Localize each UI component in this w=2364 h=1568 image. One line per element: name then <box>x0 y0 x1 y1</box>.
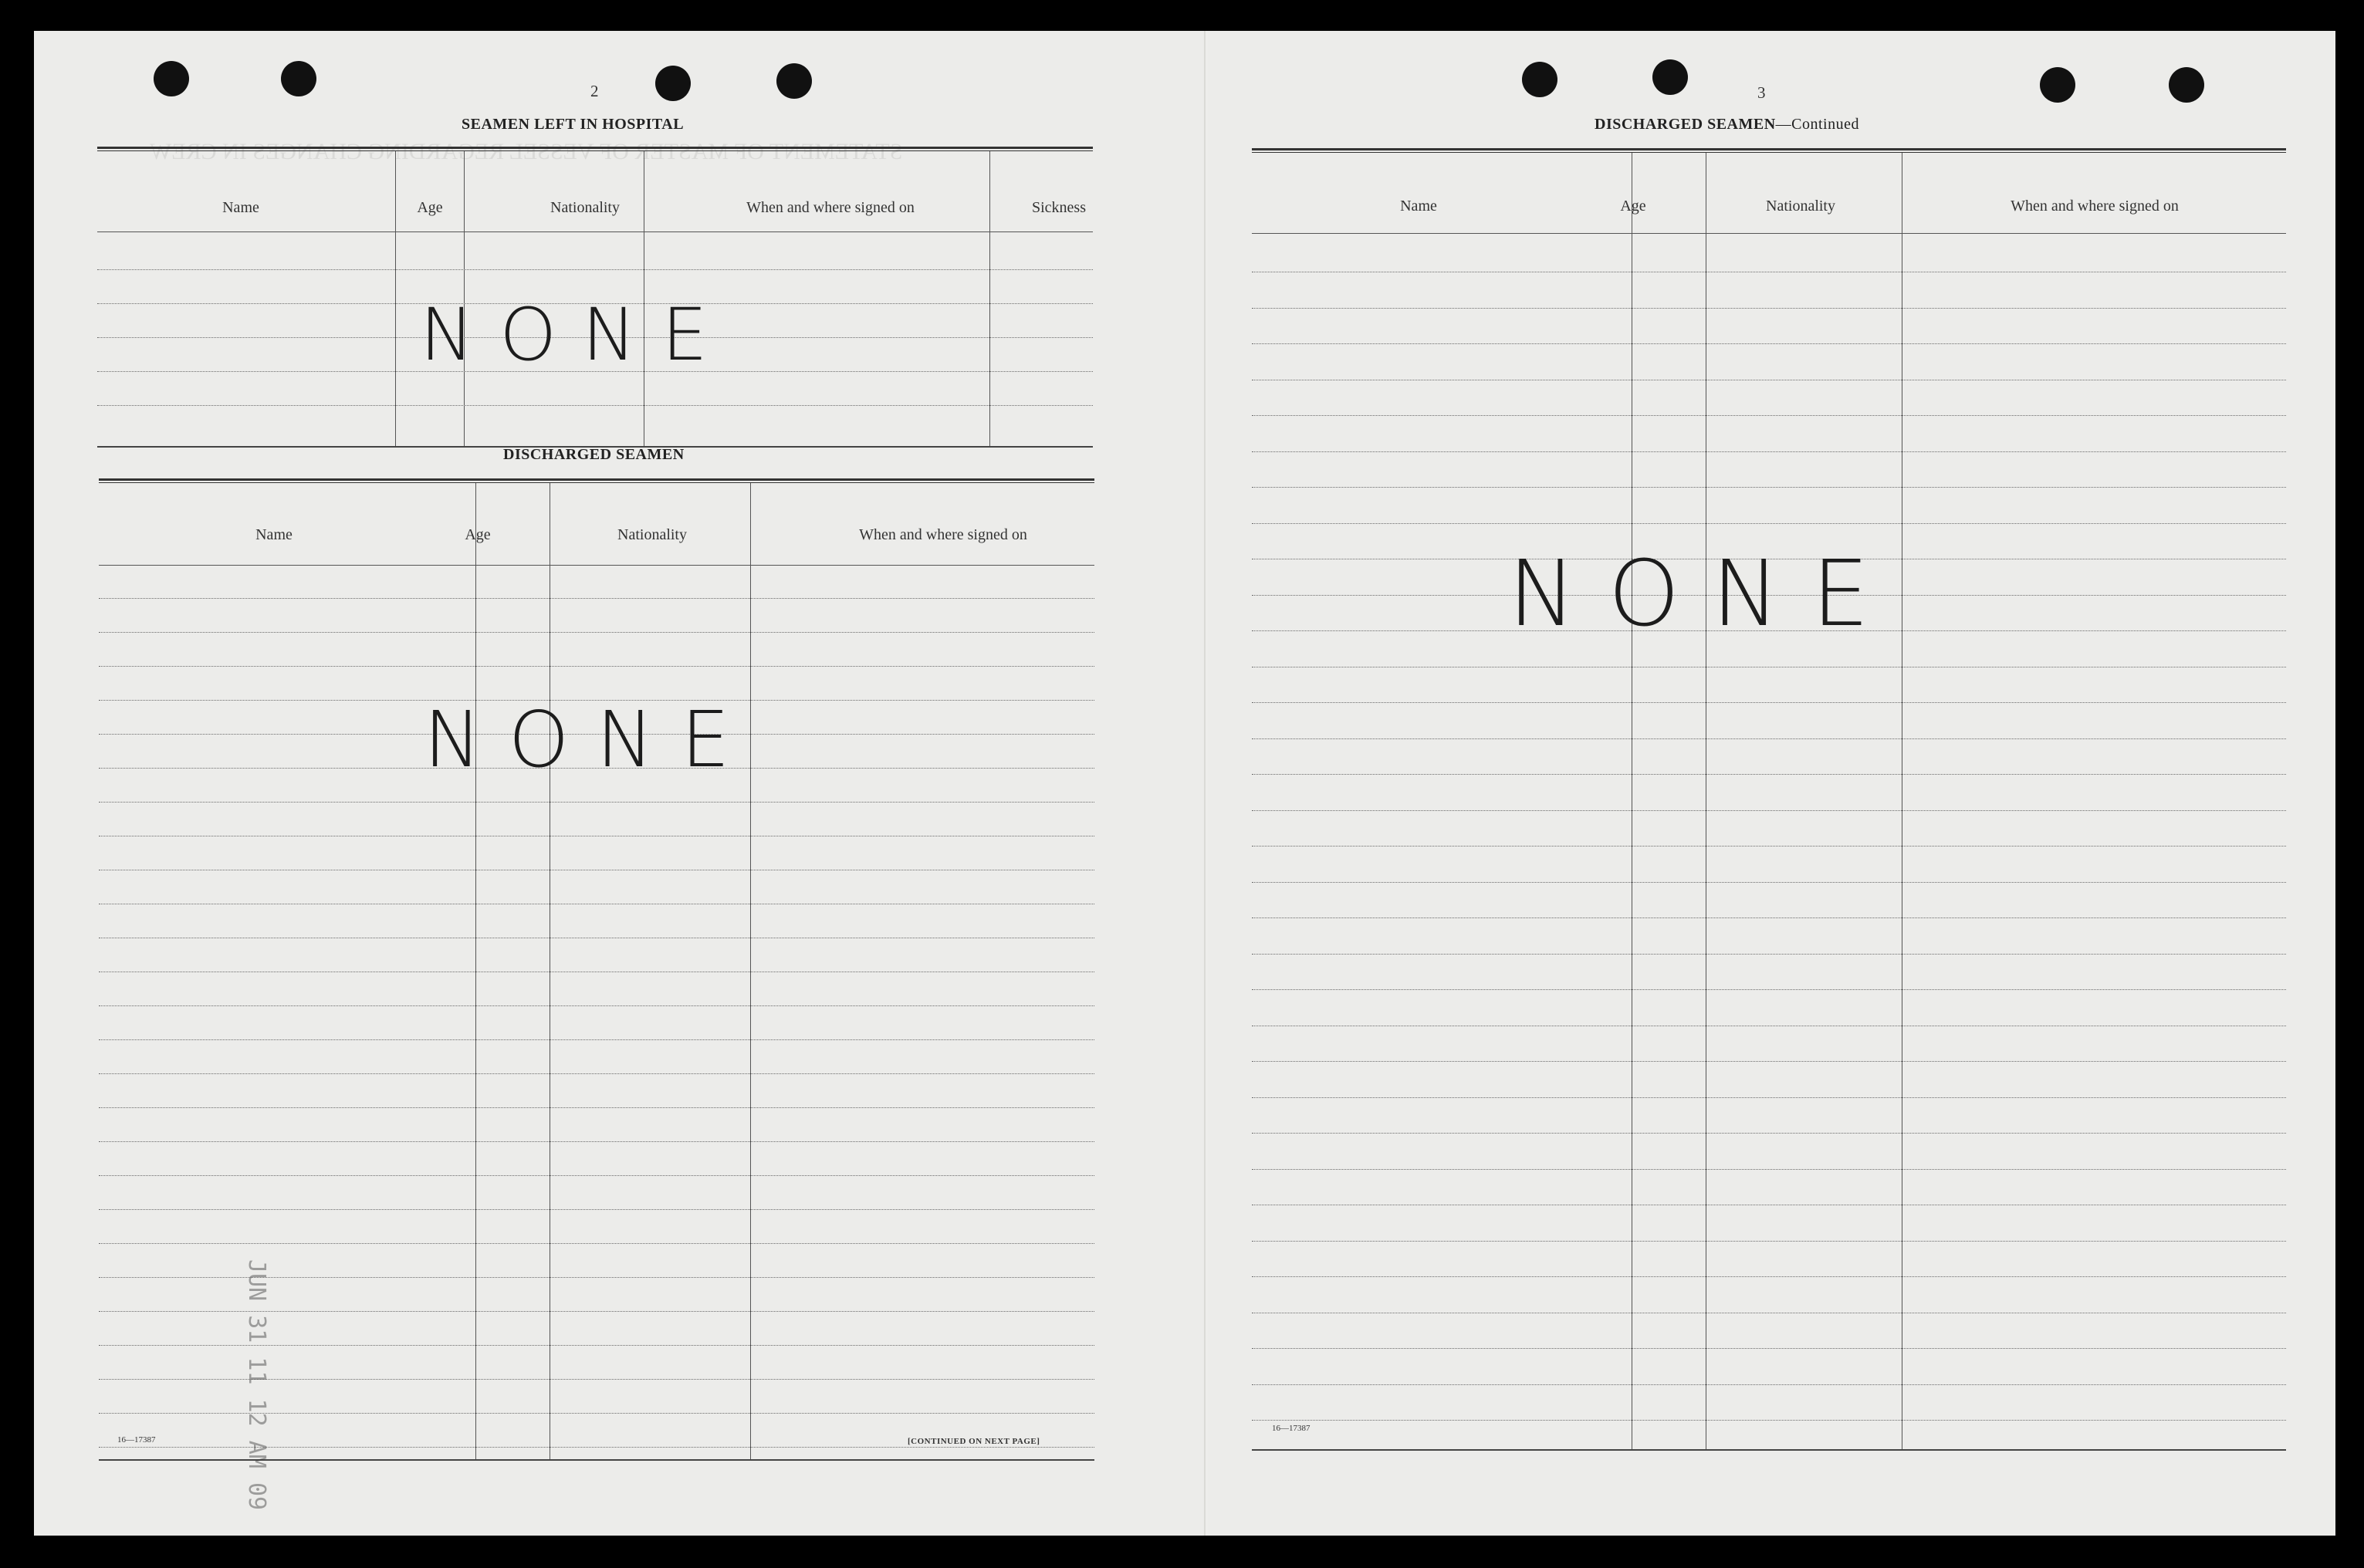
binder-hole <box>2040 67 2075 103</box>
bleed-through-text: STATEMENT OF MASTER OF VESSEL REGARDING CHANGES IN CREW <box>150 139 903 164</box>
date-stamp: JUN 31 11 12 AM 09 <box>243 1259 270 1511</box>
document-sheet <box>34 31 2335 1536</box>
ruled-line <box>1252 1097 2286 1098</box>
ruled-line <box>99 666 1094 667</box>
discharged-continued-title-main: DISCHARGED SEAMEN <box>1595 116 1776 133</box>
col-signed-on: When and where signed on <box>2011 198 2179 215</box>
ruled-line <box>1252 1348 2286 1349</box>
ruled-line <box>99 1209 1094 1210</box>
col-name: Name <box>255 526 293 543</box>
form-number-left: 16—17387 <box>117 1435 156 1445</box>
ruled-line <box>99 1107 1094 1108</box>
ruled-line <box>99 1175 1094 1176</box>
ruled-line <box>1252 415 2286 416</box>
col-nationality: Nationality <box>1766 198 1835 215</box>
ruled-line <box>1252 1276 2286 1277</box>
ruled-line <box>99 1243 1094 1244</box>
ruled-line <box>1252 954 2286 955</box>
col-nationality: Nationality <box>550 199 620 216</box>
hospital-handwritten-entry: NONE <box>420 293 733 377</box>
ruled-line <box>1252 989 2286 990</box>
page-number-right: 3 <box>1757 83 1766 102</box>
ruled-line <box>1252 1133 2286 1134</box>
binder-hole <box>776 63 812 99</box>
binder-hole <box>2169 67 2204 103</box>
ruled-line <box>99 1005 1094 1006</box>
ruled-line <box>1252 1384 2286 1385</box>
col-signed-on: When and where signed on <box>859 526 1027 543</box>
discharged-handwritten-entry: NONE <box>424 694 757 785</box>
ruled-line <box>99 802 1094 803</box>
ruled-line <box>1252 523 2286 524</box>
discharged-continued-title <box>1595 116 1859 133</box>
discharged-section-title: DISCHARGED SEAMEN <box>503 446 685 463</box>
ruled-line <box>1252 917 2286 918</box>
ruled-line <box>99 1039 1094 1040</box>
col-signed-on: When and where signed on <box>746 199 915 216</box>
col-nationality: Nationality <box>617 526 687 543</box>
discharged-continued-handwritten-entry: NONE <box>1508 540 1902 647</box>
col-name: Name <box>222 199 259 216</box>
col-name: Name <box>1400 198 1437 215</box>
ruled-line <box>1252 702 2286 703</box>
form-number-right: 16—17387 <box>1272 1424 1311 1433</box>
ruled-line <box>1252 1169 2286 1170</box>
binder-hole <box>1522 62 1557 97</box>
ruled-line <box>1252 1061 2286 1062</box>
ruled-line <box>1252 1241 2286 1242</box>
ruled-line <box>1252 1420 2286 1421</box>
ruled-line <box>99 1141 1094 1142</box>
col-age: Age <box>1620 198 1646 215</box>
ruled-line <box>1252 738 2286 739</box>
discharged-continued-title-suffix: —Continued <box>1775 116 1859 133</box>
ruled-line <box>1252 343 2286 344</box>
col-age: Age <box>465 526 491 543</box>
col-sickness: Sickness <box>1032 199 1086 216</box>
ruled-line <box>99 632 1094 633</box>
hospital-section-title: SEAMEN LEFT IN HOSPITAL <box>462 116 685 133</box>
discharged-continued-table <box>1252 148 2286 1460</box>
ruled-line <box>1252 487 2286 488</box>
ruled-line <box>99 1073 1094 1074</box>
binder-hole <box>281 61 316 96</box>
center-fold <box>1204 31 1207 1536</box>
binder-hole <box>655 66 691 101</box>
ruled-line <box>1252 451 2286 452</box>
ruled-line <box>99 598 1094 599</box>
ruled-line <box>1252 846 2286 847</box>
binder-hole <box>1652 59 1688 95</box>
col-age: Age <box>417 199 443 216</box>
ruled-line <box>1252 810 2286 811</box>
binder-hole <box>154 61 189 96</box>
ruled-line <box>1252 308 2286 309</box>
continued-note: [CONTINUED ON NEXT PAGE] <box>908 1437 1040 1446</box>
page-number-left: 2 <box>590 82 599 100</box>
ruled-line <box>1252 774 2286 775</box>
ruled-line <box>1252 882 2286 883</box>
